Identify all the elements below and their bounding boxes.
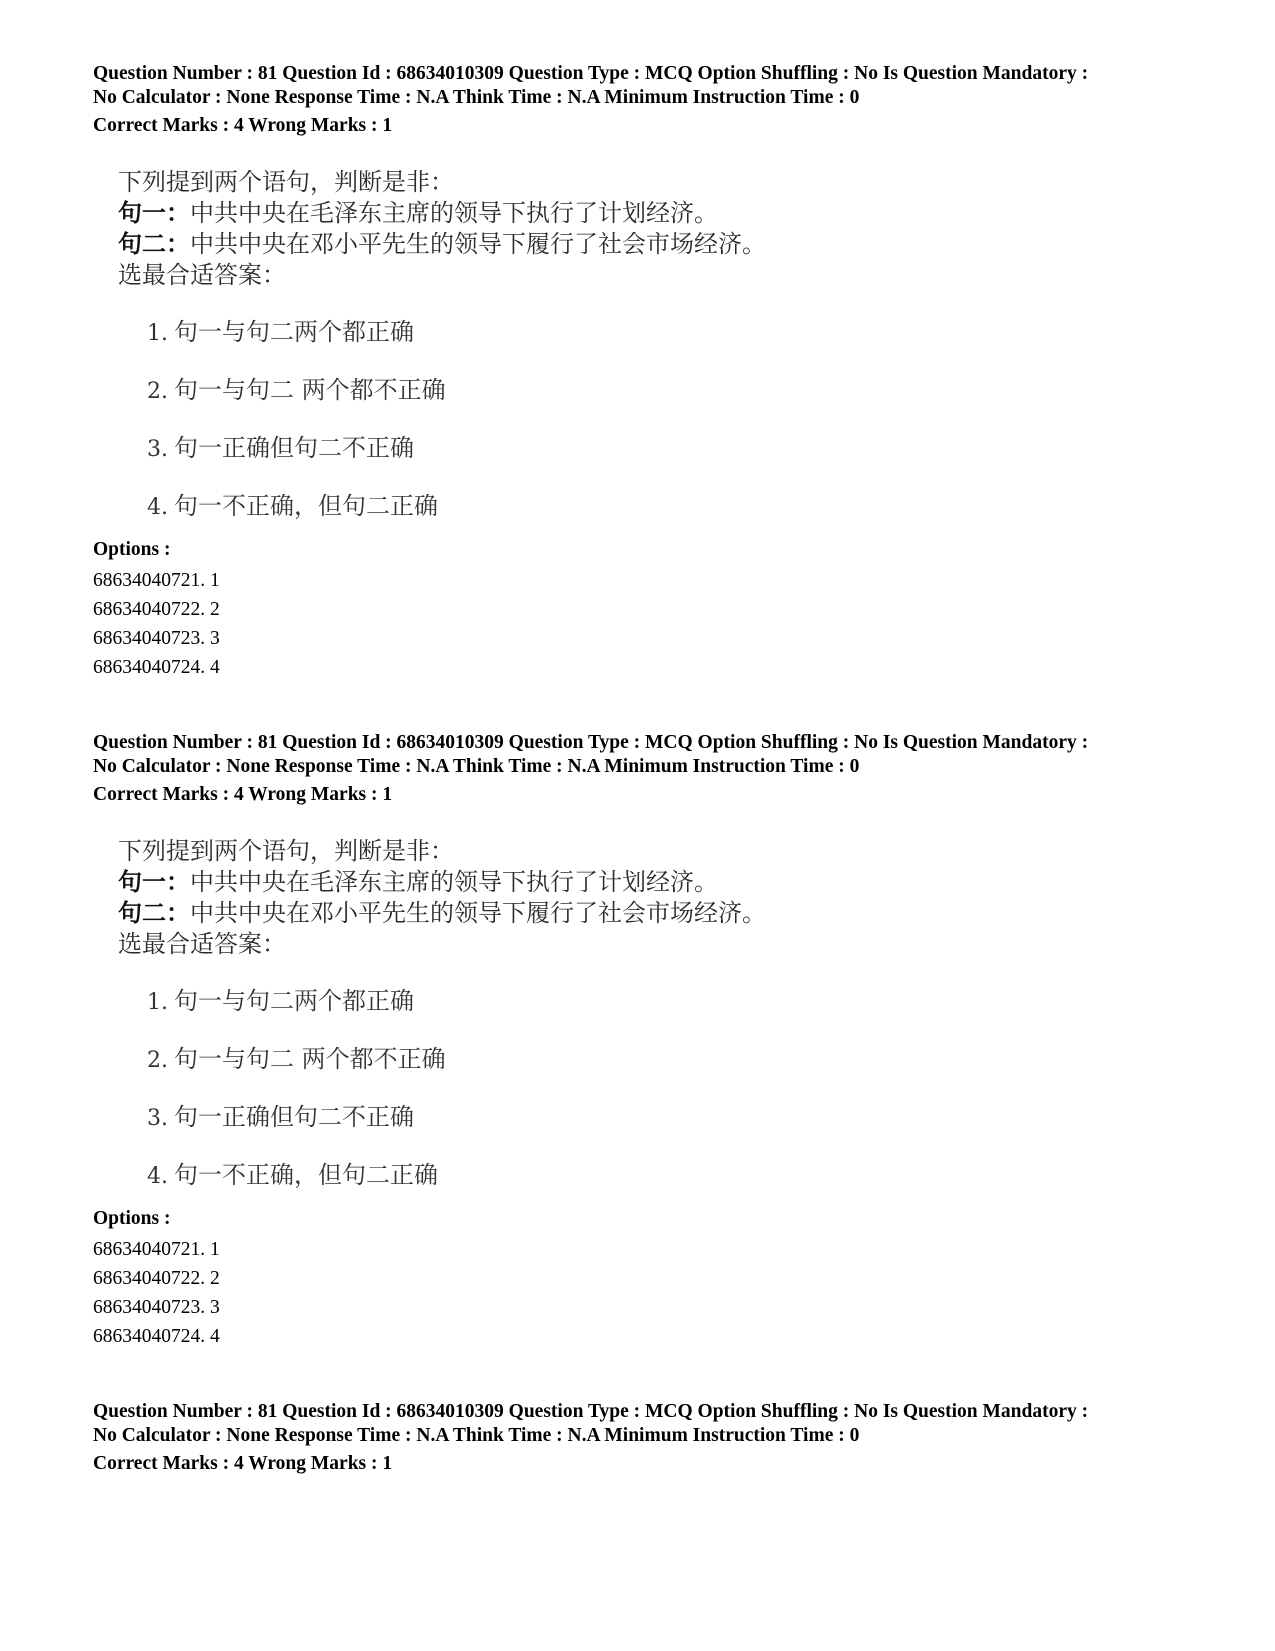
choice-text: 句一与句二 两个都不正确 (174, 376, 446, 404)
choice-text: 句一不正确，但句二正确 (174, 492, 438, 520)
option-item: 68634040723. 3 (93, 1297, 220, 1318)
choice-number: 2. (147, 379, 168, 404)
question-meta-line-1: Question Number : 81 Question Id : 68634010309 Question Type : MCQ Option Shuffling : No Is Question Mandatory : (93, 732, 1089, 753)
statement-two (118, 899, 766, 927)
statement-one (118, 868, 718, 896)
question-image (93, 158, 773, 530)
question-block-2 (93, 731, 1213, 1351)
question-meta-line-2: No Calculator : None Response Time : N.A Think Time : N.A Minimum Instruction Time : 0 (93, 1425, 860, 1446)
options-label: Options : (93, 539, 171, 560)
statement-two-lead: 句二： (118, 230, 190, 258)
question-intro: 下列提到两个语句，判断是非： (118, 837, 454, 865)
question-block-1 (93, 62, 1213, 682)
choice-number: 2. (147, 1048, 168, 1073)
choice-text: 句一正确但句二不正确 (174, 1103, 414, 1131)
choice-4 (147, 492, 438, 522)
choice-number: 3. (147, 437, 168, 462)
option-item: 68634040722. 2 (93, 599, 220, 620)
choice-2 (147, 376, 446, 406)
choice-text: 句一与句二两个都正确 (174, 987, 414, 1015)
statement-two-text: 中共中央在邓小平先生的领导下履行了社会市场经济。 (190, 230, 766, 258)
question-prompt: 选最合适答案： (118, 930, 286, 958)
choice-3 (147, 1103, 414, 1133)
statement-one-lead: 句一： (118, 868, 190, 896)
question-prompt: 选最合适答案： (118, 261, 286, 289)
question-block-3 (93, 1400, 1213, 1476)
choice-2 (147, 1045, 446, 1075)
question-marks: Correct Marks : 4 Wrong Marks : 1 (93, 1453, 393, 1474)
statement-one-lead: 句一： (118, 199, 190, 227)
question-meta-line-2: No Calculator : None Response Time : N.A Think Time : N.A Minimum Instruction Time : 0 (93, 756, 860, 777)
statement-two (118, 230, 766, 258)
option-item: 68634040722. 2 (93, 1268, 220, 1289)
statement-one-text: 中共中央在毛泽东主席的领导下执行了计划经济。 (190, 868, 718, 896)
option-item: 68634040723. 3 (93, 628, 220, 649)
choice-1 (147, 987, 414, 1017)
question-meta-line-1: Question Number : 81 Question Id : 68634010309 Question Type : MCQ Option Shuffling : No Is Question Mandatory : (93, 1401, 1089, 1422)
options-label: Options : (93, 1208, 171, 1229)
question-marks: Correct Marks : 4 Wrong Marks : 1 (93, 115, 393, 136)
choice-number: 1. (147, 990, 168, 1015)
statement-two-lead: 句二： (118, 899, 190, 927)
choice-text: 句一与句二 两个都不正确 (174, 1045, 446, 1073)
choice-4 (147, 1161, 438, 1191)
statement-one-text: 中共中央在毛泽东主席的领导下执行了计划经济。 (190, 199, 718, 227)
question-intro: 下列提到两个语句，判断是非： (118, 168, 454, 196)
statement-one (118, 199, 718, 227)
choice-3 (147, 434, 414, 464)
option-item: 68634040721. 1 (93, 570, 220, 591)
choice-number: 4. (147, 495, 168, 520)
choice-number: 4. (147, 1164, 168, 1189)
choice-text: 句一正确但句二不正确 (174, 434, 414, 462)
question-meta-line-2: No Calculator : None Response Time : N.A Think Time : N.A Minimum Instruction Time : 0 (93, 87, 860, 108)
choice-text: 句一不正确，但句二正确 (174, 1161, 438, 1189)
question-image (93, 827, 773, 1199)
option-item: 68634040721. 1 (93, 1239, 220, 1260)
question-meta-line-1: Question Number : 81 Question Id : 68634010309 Question Type : MCQ Option Shuffling : No Is Question Mandatory : (93, 63, 1089, 84)
option-item: 68634040724. 4 (93, 1326, 220, 1347)
statement-two-text: 中共中央在邓小平先生的领导下履行了社会市场经济。 (190, 899, 766, 927)
choice-1 (147, 318, 414, 348)
choice-number: 3. (147, 1106, 168, 1131)
choice-text: 句一与句二两个都正确 (174, 318, 414, 346)
question-marks: Correct Marks : 4 Wrong Marks : 1 (93, 784, 393, 805)
option-item: 68634040724. 4 (93, 657, 220, 678)
choice-number: 1. (147, 321, 168, 346)
